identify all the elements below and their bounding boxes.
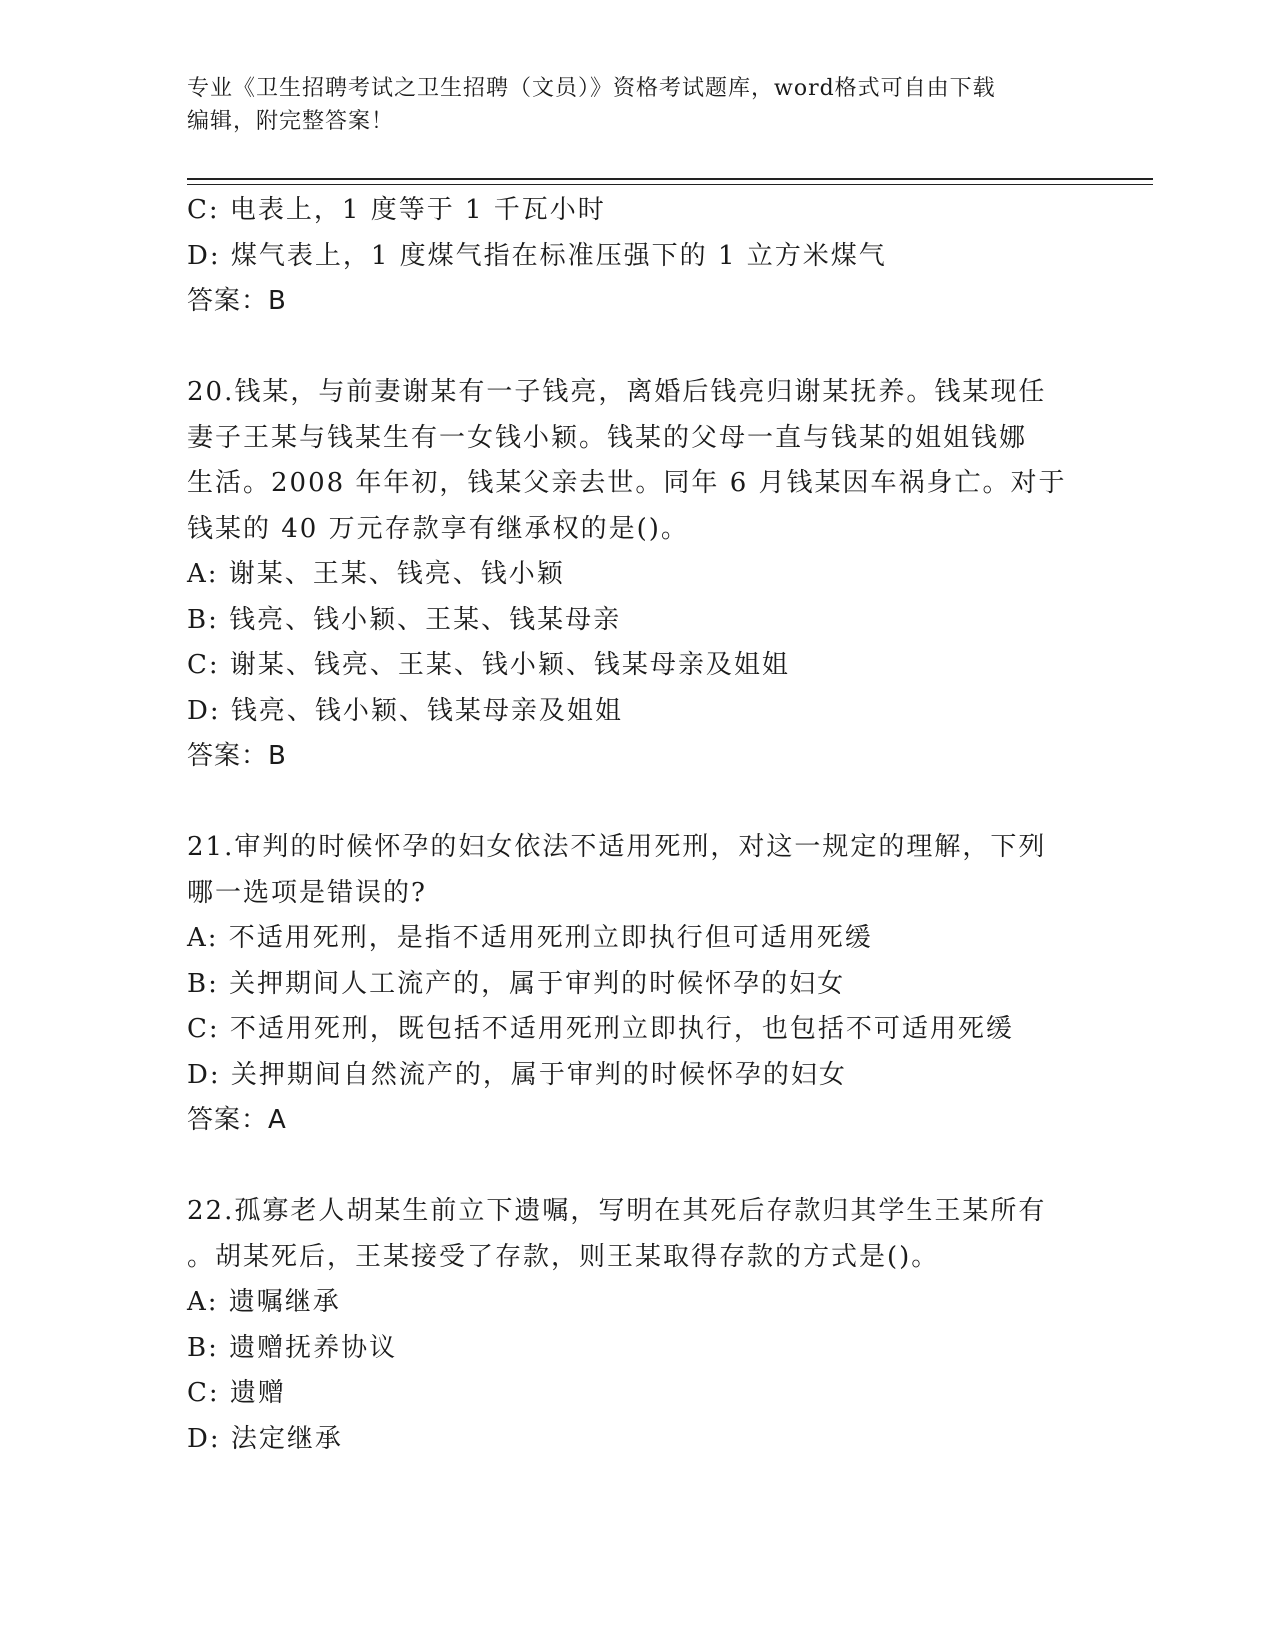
spacer bbox=[187, 325, 1087, 371]
option-d: D: 法定继承 bbox=[187, 1423, 343, 1454]
header-rule-thick bbox=[187, 178, 1153, 180]
answer: 答案：B bbox=[187, 741, 287, 771]
answer: 答案：B bbox=[187, 286, 287, 316]
question-stem-line: 。胡某死后，王某接受了存款，则王某取得存款的方式是()。 bbox=[187, 1241, 940, 1272]
question-stem-line: 21.审判的时候怀孕的妇女依法不适用死刑，对这一规定的理解，下列 bbox=[187, 832, 1047, 862]
question-stem-line: 生活。2008 年年初，钱某父亲去世。同年 6 月钱某因车祸身亡。对于 bbox=[187, 468, 1067, 498]
document-header bbox=[187, 72, 1067, 138]
question-19-tail bbox=[187, 188, 1087, 325]
option-a: A: 谢某、王某、钱亮、钱小颖 bbox=[187, 559, 565, 589]
option-d: D: 关押期间自然流产的，属于审判的时候怀孕的妇女 bbox=[187, 1059, 847, 1090]
option-b: B: 钱亮、钱小颖、王某、钱某母亲 bbox=[187, 604, 622, 635]
option-c: C: 谢某、钱亮、王某、钱小颖、钱某母亲及姐姐 bbox=[187, 650, 790, 680]
question-22 bbox=[187, 1189, 1087, 1462]
spacer bbox=[187, 780, 1087, 826]
option-b: B: 关押期间人工流产的，属于审判的时候怀孕的妇女 bbox=[187, 968, 846, 999]
option-d: D: 煤气表上，1 度煤气指在标准压强下的 1 立方米煤气 bbox=[187, 240, 887, 271]
question-20 bbox=[187, 370, 1087, 780]
question-21 bbox=[187, 825, 1087, 1144]
question-stem-line: 妻子王某与钱某生有一女钱小颖。钱某的父母一直与钱某的姐姐钱娜 bbox=[187, 422, 1028, 453]
spacer bbox=[187, 1144, 1087, 1190]
question-list bbox=[187, 188, 1087, 1462]
header-rule-thin bbox=[187, 184, 1153, 185]
option-c: C: 遗赠 bbox=[187, 1378, 286, 1408]
option-c: C: 电表上，1 度等于 1 千瓦小时 bbox=[187, 195, 606, 225]
question-stem-line: 哪一选项是错误的? bbox=[187, 877, 427, 908]
question-stem-line: 钱某的 40 万元存款享有继承权的是()。 bbox=[187, 513, 689, 544]
option-b: B: 遗赠抚养协议 bbox=[187, 1332, 398, 1363]
option-c: C: 不适用死刑，既包括不适用死刑立即执行，也包括不可适用死缓 bbox=[187, 1014, 1014, 1044]
option-d: D: 钱亮、钱小颖、钱某母亲及姐姐 bbox=[187, 695, 623, 726]
header-line-1: 专业《卫生招聘考试之卫生招聘（文员）》资格考试题库，word格式可自由下载 bbox=[187, 76, 996, 101]
option-a: A: 不适用死刑，是指不适用死刑立即执行但可适用死缓 bbox=[187, 923, 873, 953]
question-stem-line: 20.钱某，与前妻谢某有一子钱亮，离婚后钱亮归谢某抚养。钱某现任 bbox=[187, 377, 1047, 407]
option-a: A: 遗嘱继承 bbox=[187, 1287, 341, 1317]
header-line-2: 编辑，附完整答案！ bbox=[187, 109, 395, 134]
answer: 答案：A bbox=[187, 1105, 287, 1135]
question-stem-line: 22.孤寡老人胡某生前立下遗嘱，写明在其死后存款归其学生王某所有 bbox=[187, 1196, 1047, 1226]
